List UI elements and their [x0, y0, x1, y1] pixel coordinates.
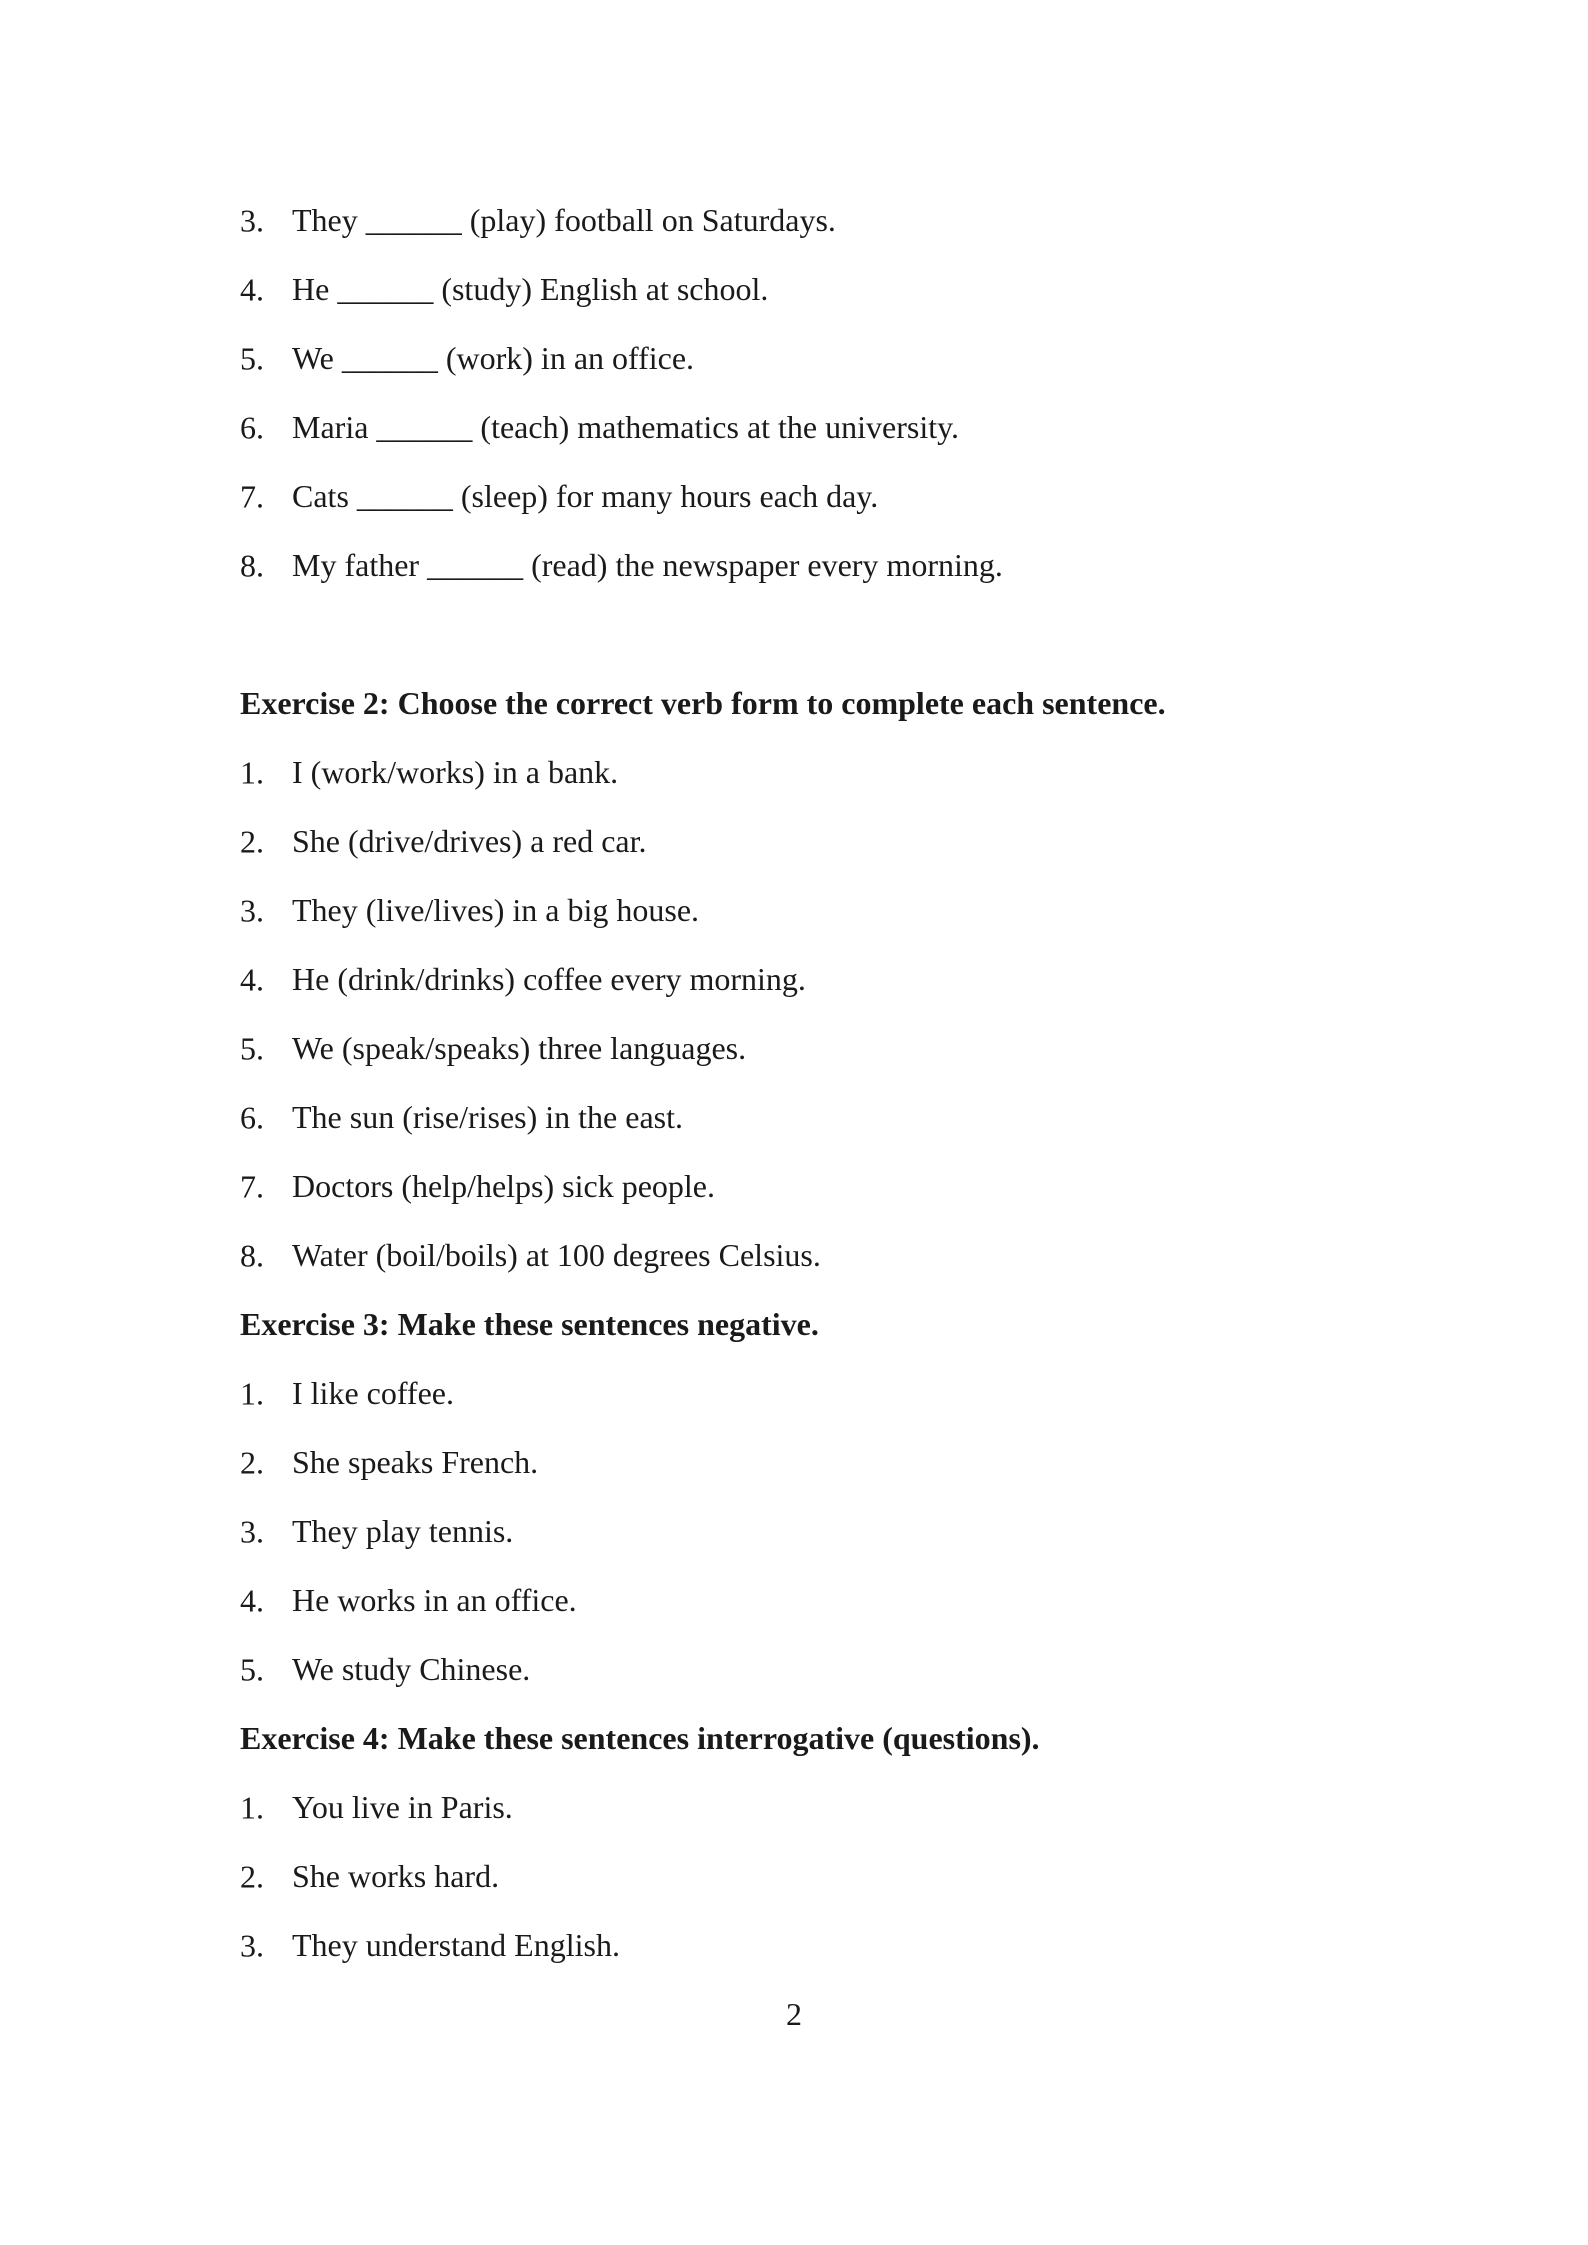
item-text: She works hard.: [292, 1858, 500, 1895]
item-text: They play tennis.: [292, 1513, 514, 1550]
item-number: 3.: [240, 1927, 264, 1964]
item-text: He (drink/drinks) coffee every morning.: [292, 961, 806, 998]
list-item: [0, 1773, 1588, 1842]
item-number: 5.: [240, 1651, 264, 1688]
list-item: [0, 876, 1588, 945]
item-text: They (live/lives) in a big house.: [292, 892, 700, 929]
item-number: 2.: [240, 1858, 264, 1895]
list-item: [0, 255, 1588, 324]
item-text: He ______ (study) English at school.: [292, 271, 769, 308]
item-text: She speaks French.: [292, 1444, 539, 1481]
list-item: [0, 1428, 1588, 1497]
list-item: [0, 1221, 1588, 1290]
item-number: 4.: [240, 1582, 264, 1619]
list-item: [0, 1842, 1588, 1911]
item-number: 4.: [240, 271, 264, 308]
item-text: We (speak/speaks) three languages.: [292, 1030, 747, 1067]
list-item: [0, 738, 1588, 807]
item-number: 6.: [240, 1099, 264, 1136]
list-item: [0, 807, 1588, 876]
item-number: 8.: [240, 547, 264, 584]
list-item: [0, 531, 1588, 600]
list-item: [0, 393, 1588, 462]
item-number: 5.: [240, 1030, 264, 1067]
list-item: [0, 1083, 1588, 1152]
list-item: [0, 945, 1588, 1014]
exercise-3-heading: Exercise 3: Make these sentences negative.: [240, 1306, 819, 1343]
item-number: 1.: [240, 1789, 264, 1826]
list-item: [0, 1152, 1588, 1221]
item-text: Water (boil/boils) at 100 degrees Celsius.: [292, 1237, 821, 1274]
list-item: [0, 1566, 1588, 1635]
blank-line: [0, 600, 1588, 669]
item-number: 2.: [240, 1444, 264, 1481]
item-text: We study Chinese.: [292, 1651, 531, 1688]
exercise-2-heading: Exercise 2: Choose the correct verb form to complete each sentence.: [240, 685, 1166, 722]
item-number: 2.: [240, 823, 264, 860]
list-item: [0, 1497, 1588, 1566]
item-number: 5.: [240, 340, 264, 377]
list-item: [0, 1635, 1588, 1704]
exercise-4-heading: Exercise 4: Make these sentences interrogative (questions).: [240, 1720, 1040, 1757]
item-text: Doctors (help/helps) sick people.: [292, 1168, 715, 1205]
item-text: Cats ______ (sleep) for many hours each day.: [292, 478, 879, 515]
worksheet-content: [0, 186, 1588, 2049]
list-item: [0, 186, 1588, 255]
list-item: [0, 462, 1588, 531]
item-text: We ______ (work) in an office.: [292, 340, 695, 377]
item-text: She (drive/drives) a red car.: [292, 823, 647, 860]
item-text: You live in Paris.: [292, 1789, 513, 1826]
list-item: [0, 324, 1588, 393]
item-text: They ______ (play) football on Saturdays.: [292, 202, 836, 239]
list-item: [0, 1359, 1588, 1428]
item-number: 3.: [240, 202, 264, 239]
item-text: He works in an office.: [292, 1582, 577, 1619]
item-text: Maria ______ (teach) mathematics at the university.: [292, 409, 960, 446]
item-number: 7.: [240, 478, 264, 515]
item-number: 1.: [240, 754, 264, 791]
item-text: They understand English.: [292, 1927, 620, 1964]
item-number: 6.: [240, 409, 264, 446]
page-number-value: 2: [786, 1996, 802, 2033]
item-text: I like coffee.: [292, 1375, 454, 1412]
list-item: [0, 1014, 1588, 1083]
item-number: 7.: [240, 1168, 264, 1205]
page-number: [0, 1980, 1588, 2049]
item-number: 3.: [240, 892, 264, 929]
item-number: 4.: [240, 961, 264, 998]
item-number: 8.: [240, 1237, 264, 1274]
item-text: I (work/works) in a bank.: [292, 754, 619, 791]
item-number: 1.: [240, 1375, 264, 1412]
list-item: [0, 1911, 1588, 1980]
item-number: 3.: [240, 1513, 264, 1550]
item-text: The sun (rise/rises) in the east.: [292, 1099, 683, 1136]
item-text: My father ______ (read) the newspaper every morning.: [292, 547, 1003, 584]
